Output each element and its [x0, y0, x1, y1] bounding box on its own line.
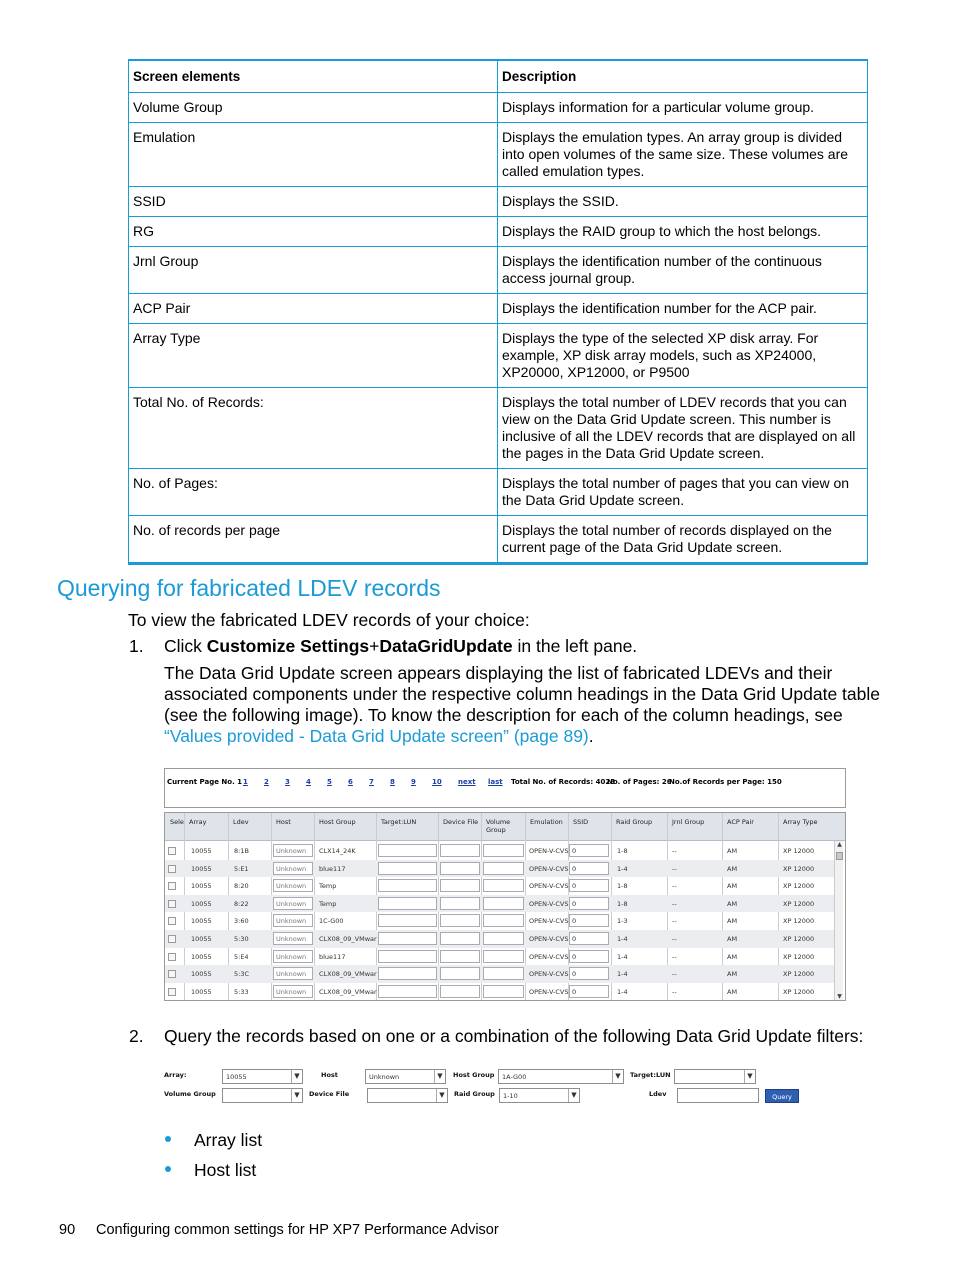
- grid-cell-acp-pair: AM: [727, 970, 738, 979]
- column-header-description: Description: [498, 60, 868, 93]
- chevron-down-icon[interactable]: ▼: [291, 1070, 302, 1083]
- grid-cell-host: Unknown: [276, 970, 307, 979]
- table-row: [129, 324, 868, 388]
- chevron-down-icon[interactable]: ▼: [744, 1070, 755, 1083]
- grid-cell-emulation: OPEN-V-CVS: [529, 847, 569, 855]
- grid-cell-emulation: OPEN-V-CVS: [529, 864, 569, 873]
- grid-cell-host-group: 1C-G00: [319, 917, 344, 926]
- grid-cell-array: 10055: [191, 987, 212, 996]
- page-link-5[interactable]: 5: [327, 778, 332, 786]
- raid-group-filter-label: Raid Group: [454, 1090, 495, 1098]
- grid-cell-host: Unknown: [276, 987, 307, 996]
- grid-cell-host-group: Temp: [319, 882, 337, 891]
- table-cell-element: ACP Pair: [129, 294, 498, 324]
- grid-row[interactable]: [165, 948, 835, 966]
- total-records-label: Total No. of Records: 4028: [511, 778, 616, 786]
- grid-cell-array-type: XP 12000: [783, 987, 815, 996]
- grid-volume-group-input[interactable]: [483, 950, 524, 963]
- table-cell-element: No. of Pages:: [129, 469, 498, 516]
- grid-cell-acp-pair: AM: [727, 864, 738, 873]
- menu-customize-settings: Customize Settings: [206, 636, 370, 656]
- grid-volume-group-input[interactable]: [483, 914, 524, 927]
- grid-cell-ssid: 0: [572, 970, 577, 979]
- query-button[interactable]: Query: [765, 1089, 799, 1103]
- grid-cell-jrnl-group: --: [672, 847, 677, 855]
- grid-cell-raid-group: 1-4: [617, 952, 628, 961]
- grid-cell-host: Unknown: [276, 952, 307, 961]
- step-1-body-line: associated components under the respective column headings in the Data Grid Update table: [164, 684, 880, 704]
- ldev-filter-input[interactable]: [677, 1088, 759, 1103]
- grid-cell-raid-group: 1-3: [617, 917, 628, 926]
- table-cell-description: Displays the RAID group to which the host belongs.: [498, 217, 868, 247]
- target-lun-filter-label: Target:LUN: [630, 1071, 671, 1079]
- grid-cell-ldev: 8:20: [234, 882, 249, 891]
- table-cell-description: Displays the type of the selected XP disk array. For example, XP disk array models, such as XP24000, XP20000, XP12000, or P9500: [498, 324, 868, 388]
- row-select-checkbox[interactable]: [168, 917, 176, 925]
- grid-cell-acp-pair: AM: [727, 882, 738, 891]
- grid-cell-acp-pair: AM: [727, 847, 738, 855]
- grid-device-file-input[interactable]: [440, 985, 480, 998]
- footer-text: Configuring common settings for HP XP7 Performance Advisor: [96, 1222, 499, 1238]
- chevron-down-icon[interactable]: ▼: [436, 1089, 447, 1102]
- grid-cell-array-type: XP 12000: [783, 882, 815, 891]
- chevron-down-icon[interactable]: ▼: [568, 1089, 579, 1102]
- grid-col-array-type[interactable]: Array Type: [783, 818, 818, 826]
- grid-cell-ssid: 0: [572, 847, 577, 855]
- table-cell-description: Displays the SSID.: [498, 187, 868, 217]
- table-cell-element: Jrnl Group: [129, 247, 498, 294]
- grid-cell-acp-pair: AM: [727, 935, 738, 943]
- ldev-filter-label: Ldev: [649, 1090, 667, 1098]
- grid-cell-ssid: 0: [572, 935, 577, 943]
- grid-col-volume-group[interactable]: Volume Group: [486, 818, 511, 834]
- page-link-7[interactable]: 7: [369, 778, 374, 786]
- grid-cell-raid-group: 1-4: [617, 864, 628, 873]
- grid-cell-emulation: OPEN-V-CVS: [529, 987, 569, 996]
- page-number: 90: [59, 1222, 76, 1238]
- grid-volume-group-input[interactable]: [483, 844, 524, 857]
- table-row: [129, 469, 868, 516]
- grid-cell-ldev: 5:E1: [234, 864, 249, 873]
- menu-datagridupdate: DataGridUpdate: [379, 636, 513, 656]
- step-2-text: Query the records based on one or a combination of the following Data Grid Update filters:: [164, 1026, 864, 1046]
- grid-cell-host: Unknown: [276, 917, 307, 926]
- grid-cell-array: 10055: [191, 952, 212, 961]
- grid-cell-host-group: CLX08_09_VMwar: [319, 935, 377, 943]
- table-cell-element: SSID: [129, 187, 498, 217]
- table-row: [129, 294, 868, 324]
- chevron-down-icon[interactable]: ▼: [434, 1070, 445, 1083]
- grid-cell-array-type: XP 12000: [783, 864, 815, 873]
- row-select-checkbox[interactable]: [168, 900, 176, 908]
- grid-cell-raid-group: 1-4: [617, 935, 628, 943]
- grid-cell-raid-group: 1-8: [617, 882, 628, 891]
- host-filter-value: Unknown: [369, 1073, 400, 1081]
- grid-cell-jrnl-group: --: [672, 899, 677, 908]
- grid-vertical-scrollbar[interactable]: [834, 841, 843, 1001]
- device-file-filter-select[interactable]: [367, 1088, 448, 1103]
- step-1-body-link-line: [164, 726, 874, 747]
- step-1-body-line: The Data Grid Update screen appears displaying the list of fabricated LDEVs and their: [164, 663, 833, 683]
- grid-cell-ldev: 8:1B: [234, 847, 249, 855]
- grid-cell-array-type: XP 12000: [783, 952, 815, 961]
- grid-cell-acp-pair: AM: [727, 917, 738, 926]
- grid-cell-array: 10055: [191, 882, 212, 891]
- bullet-item: [165, 1160, 256, 1181]
- host-filter-label: Host: [321, 1071, 338, 1079]
- grid-cell-ssid: 0: [572, 987, 577, 996]
- grid-cell-ldev: 8:22: [234, 899, 249, 908]
- grid-row[interactable]: [165, 983, 835, 1001]
- grid-cell-jrnl-group: --: [672, 987, 677, 996]
- grid-cell-array-type: XP 12000: [783, 847, 815, 855]
- table-cell-description: Displays the identification number for the ACP pair.: [498, 294, 868, 324]
- table-cell-element: No. of records per page: [129, 516, 498, 564]
- grid-volume-group-input[interactable]: [483, 879, 524, 892]
- row-select-checkbox[interactable]: [168, 847, 176, 855]
- grid-cell-host-group: Temp: [319, 899, 337, 908]
- grid-cell-emulation: OPEN-V-CVS: [529, 882, 569, 891]
- page-link-3[interactable]: 3: [285, 778, 290, 786]
- bullet-icon: [165, 1136, 171, 1142]
- grid-target-lun-input[interactable]: [378, 862, 437, 875]
- scroll-down-icon[interactable]: ▼: [837, 993, 842, 1000]
- grid-cell-ssid: 0: [572, 952, 577, 961]
- grid-cell-ldev: 5:E4: [234, 952, 249, 961]
- page-link-9[interactable]: 9: [411, 778, 416, 786]
- row-select-checkbox[interactable]: [168, 935, 176, 943]
- grid-cell-host-group: blue117: [319, 952, 346, 961]
- table-cell-element: Total No. of Records:: [129, 388, 498, 469]
- grid-device-file-input[interactable]: [440, 879, 480, 892]
- grid-cell-array-type: XP 12000: [783, 970, 815, 979]
- grid-cell-host: Unknown: [276, 847, 307, 855]
- grid-target-lun-input[interactable]: [378, 932, 437, 945]
- step-2-number: 2.: [129, 1026, 144, 1046]
- page-link-2[interactable]: 2: [264, 778, 269, 786]
- row-select-checkbox[interactable]: [168, 882, 176, 890]
- grid-col-ssid[interactable]: SSID: [573, 818, 589, 826]
- step-1-pre: Click: [164, 636, 207, 656]
- grid-cell-host: Unknown: [276, 899, 307, 908]
- grid-cell-emulation: OPEN-V-CVS: [529, 970, 569, 979]
- filter-bar-screenshot: [164, 1066, 804, 1106]
- grid-cell-ssid: 0: [572, 882, 577, 891]
- host-filter-select[interactable]: [365, 1069, 446, 1084]
- grid-cell-array-type: XP 12000: [783, 899, 815, 908]
- row-select-checkbox[interactable]: [168, 865, 176, 873]
- volume-group-filter-select[interactable]: [222, 1088, 303, 1103]
- grid-cell-raid-group: 1-4: [617, 987, 628, 996]
- step-1-number: 1.: [129, 636, 144, 656]
- host-group-filter-value: 1A-G00: [502, 1073, 527, 1081]
- grid-device-file-input[interactable]: [440, 967, 480, 980]
- grid-cell-emulation: OPEN-V-CVS: [529, 935, 569, 943]
- grid-device-file-input[interactable]: [440, 950, 480, 963]
- table-row: [129, 123, 868, 187]
- records-per-page-label: No.of Records per Page: 150: [669, 778, 782, 786]
- grid-col-ldev[interactable]: Ldev: [233, 818, 249, 826]
- table-cell-description: Displays the total number of records displayed on the current page of the Data Grid Update screen.: [498, 516, 868, 564]
- grid-cell-host-group: CLX08_09_VMwar: [319, 987, 377, 996]
- array-filter-select[interactable]: [222, 1069, 303, 1084]
- table-row: [129, 93, 868, 123]
- grid-device-file-input[interactable]: [440, 914, 480, 927]
- step-1-instruction: [164, 636, 637, 657]
- grid-cell-array: 10055: [191, 970, 212, 979]
- grid-cell-array: 10055: [191, 864, 212, 873]
- grid-volume-group-input[interactable]: [483, 897, 524, 910]
- data-grid-update-screenshot: [164, 768, 846, 1001]
- grid-cell-ssid: 0: [572, 899, 577, 908]
- grid-volume-group-input[interactable]: [483, 932, 524, 945]
- grid-cell-array-type: XP 12000: [783, 935, 815, 943]
- grid-cell-ldev: 5:30: [234, 935, 249, 943]
- table-row: [129, 388, 868, 469]
- grid-row[interactable]: [165, 912, 835, 930]
- grid-cell-raid-group: 1-4: [617, 970, 628, 979]
- array-filter-label: Array:: [164, 1071, 187, 1079]
- table-cell-element: Emulation: [129, 123, 498, 187]
- array-filter-value: 10055: [226, 1073, 247, 1081]
- table-cell-description: Displays the identification number of the continuous access journal group.: [498, 247, 868, 294]
- grid-device-file-input[interactable]: [440, 862, 480, 875]
- grid-col-jrnl-group[interactable]: Jrnl Group: [672, 818, 705, 826]
- grid-cell-host-group: CLX08_09_VMwar: [319, 970, 377, 979]
- grid-target-lun-input[interactable]: [378, 967, 437, 980]
- grid-col-array[interactable]: Array: [189, 818, 207, 826]
- table-cell-element: Volume Group: [129, 93, 498, 123]
- table-row: [129, 217, 868, 247]
- data-grid: [164, 812, 846, 1001]
- grid-cell-array: 10055: [191, 847, 212, 855]
- row-select-checkbox[interactable]: [168, 970, 176, 978]
- grid-device-file-input[interactable]: [440, 897, 480, 910]
- grid-cell-host-group: CLX14_24K: [319, 847, 356, 855]
- grid-header: [165, 813, 846, 841]
- bullet-text: Host list: [194, 1160, 257, 1180]
- table-row: [129, 516, 868, 564]
- grid-col-emulation[interactable]: Emulation: [530, 818, 563, 826]
- page-count-label: No. of Pages: 26: [607, 778, 672, 786]
- raid-group-filter-select[interactable]: [499, 1088, 580, 1103]
- step-1-body-line: (see the following image). To know the description for each of the column headings, see: [164, 705, 843, 725]
- grid-cell-acp-pair: AM: [727, 952, 738, 961]
- bullet-item: [165, 1130, 262, 1151]
- grid-cell-array: 10055: [191, 899, 212, 908]
- grid-cell-host: Unknown: [276, 882, 307, 891]
- table-header-row: [129, 60, 868, 93]
- grid-cell-jrnl-group: --: [672, 882, 677, 891]
- grid-cell-host: Unknown: [276, 935, 307, 943]
- grid-cell-emulation: OPEN-V-CVS: [529, 899, 569, 908]
- grid-cell-emulation: OPEN-V-CVS: [529, 952, 569, 961]
- grid-cell-array: 10055: [191, 935, 212, 943]
- table-cell-element: RG: [129, 217, 498, 247]
- volume-group-filter-label: Volume Group: [164, 1090, 216, 1098]
- grid-target-lun-input[interactable]: [378, 950, 437, 963]
- grid-cell-ssid: 0: [572, 864, 577, 873]
- grid-col-target-lun[interactable]: Target:LUN: [381, 818, 417, 826]
- grid-device-file-input[interactable]: [440, 844, 480, 857]
- grid-row[interactable]: [165, 965, 835, 983]
- grid-cell-host: Unknown: [276, 864, 307, 873]
- grid-device-file-input[interactable]: [440, 932, 480, 945]
- table-cell-description: Displays the total number of pages that you can view on the Data Grid Update screen.: [498, 469, 868, 516]
- chevron-down-icon[interactable]: ▼: [291, 1089, 302, 1102]
- grid-cell-jrnl-group: --: [672, 970, 677, 979]
- host-group-filter-select[interactable]: [498, 1069, 624, 1084]
- grid-cell-jrnl-group: --: [672, 917, 677, 926]
- table-cell-element: Array Type: [129, 324, 498, 388]
- grid-row[interactable]: [165, 930, 835, 948]
- raid-group-filter-value: 1-10: [503, 1092, 518, 1100]
- column-header-screen-elements: Screen elements: [129, 60, 498, 93]
- grid-cell-raid-group: 1-8: [617, 899, 628, 908]
- page-link-last[interactable]: last: [488, 778, 503, 786]
- step-1-plus: +: [369, 636, 380, 656]
- target-lun-filter-select[interactable]: [674, 1069, 756, 1084]
- grid-cell-ldev: 5:3C: [234, 970, 249, 979]
- grid-target-lun-input[interactable]: [378, 914, 437, 927]
- grid-cell-host-group: blue117: [319, 864, 346, 873]
- link-tail: .: [588, 726, 594, 746]
- grid-cell-jrnl-group: --: [672, 952, 677, 961]
- scroll-thumb[interactable]: [836, 852, 843, 860]
- row-select-checkbox[interactable]: [168, 953, 176, 961]
- step-1-body: [164, 663, 880, 747]
- screen-elements-table: [128, 59, 868, 565]
- table-row: [129, 187, 868, 217]
- grid-row[interactable]: [165, 895, 835, 913]
- grid-target-lun-input[interactable]: [378, 844, 437, 857]
- grid-cell-ldev: 5:33: [234, 987, 249, 996]
- grid-volume-group-input[interactable]: [483, 862, 524, 875]
- grid-target-lun-input[interactable]: [378, 985, 437, 998]
- grid-volume-group-input[interactable]: [483, 967, 524, 980]
- page-footer: [59, 1222, 499, 1238]
- table-row: [129, 247, 868, 294]
- table-cell-description: Displays the total number of LDEV records that you can view on the Data Grid Update screen. This number is inclusive of all the LDEV records that are displayed on all the pages in the Data Grid Update screen.: [498, 388, 868, 469]
- table-cell-description: Displays the emulation types. An array group is divided into open volumes of the same size. These volumes are called emulation types.: [498, 123, 868, 187]
- grid-cell-raid-group: 1-8: [617, 847, 628, 855]
- grid-col-select: Sele: [170, 818, 184, 826]
- page-link-4[interactable]: 4: [306, 778, 311, 786]
- bullet-text: Array list: [194, 1130, 263, 1150]
- grid-row[interactable]: [165, 842, 835, 860]
- grid-cell-acp-pair: AM: [727, 987, 738, 996]
- intro-text: To view the fabricated LDEV records of your choice:: [128, 610, 530, 630]
- page-link-next[interactable]: next: [458, 778, 476, 786]
- grid-volume-group-input[interactable]: [483, 985, 524, 998]
- pager-bar: [164, 768, 846, 808]
- grid-cell-acp-pair: AM: [727, 899, 738, 908]
- table-cell-description: Displays information for a particular volume group.: [498, 93, 868, 123]
- step-1-post: in the left pane.: [512, 636, 638, 656]
- grid-row[interactable]: [165, 860, 835, 878]
- page-link-8[interactable]: 8: [390, 778, 395, 786]
- grid-col-device-file[interactable]: Device File: [443, 818, 479, 826]
- page-link-10[interactable]: 10: [432, 778, 442, 786]
- page-link-1[interactable]: 1: [243, 778, 248, 786]
- grid-col-raid-group[interactable]: Raid Group: [616, 818, 653, 826]
- grid-col-acp-pair[interactable]: ACP Pair: [727, 818, 754, 826]
- grid-cell-ldev: 3:60: [234, 917, 249, 926]
- grid-cell-jrnl-group: --: [672, 864, 677, 873]
- grid-col-host-group[interactable]: Host Group: [319, 818, 356, 826]
- grid-row[interactable]: [165, 877, 835, 895]
- section-heading: Querying for fabricated LDEV records: [57, 575, 441, 601]
- grid-cell-array-type: XP 12000: [783, 917, 815, 926]
- grid-cell-jrnl-group: --: [672, 935, 677, 943]
- grid-target-lun-input[interactable]: [378, 897, 437, 910]
- device-file-filter-label: Device File: [309, 1090, 350, 1098]
- grid-target-lun-input[interactable]: [378, 879, 437, 892]
- page-link-6[interactable]: 6: [348, 778, 353, 786]
- bullet-icon: [165, 1166, 171, 1172]
- grid-cell-ssid: 0: [572, 917, 577, 926]
- row-select-checkbox[interactable]: [168, 988, 176, 996]
- host-group-filter-label: Host Group: [453, 1071, 495, 1079]
- grid-col-host[interactable]: Host: [276, 818, 291, 826]
- chevron-down-icon[interactable]: ▼: [612, 1070, 623, 1083]
- scroll-up-icon[interactable]: ▲: [837, 841, 842, 848]
- pager: [167, 778, 782, 786]
- grid-cell-array: 10055: [191, 917, 212, 926]
- current-page-label: Current Page No. 1: [167, 778, 243, 786]
- grid-cell-emulation: OPEN-V-CVS: [529, 917, 569, 926]
- values-provided-link[interactable]: “Values provided - Data Grid Update screen” (page 89): [164, 726, 589, 746]
